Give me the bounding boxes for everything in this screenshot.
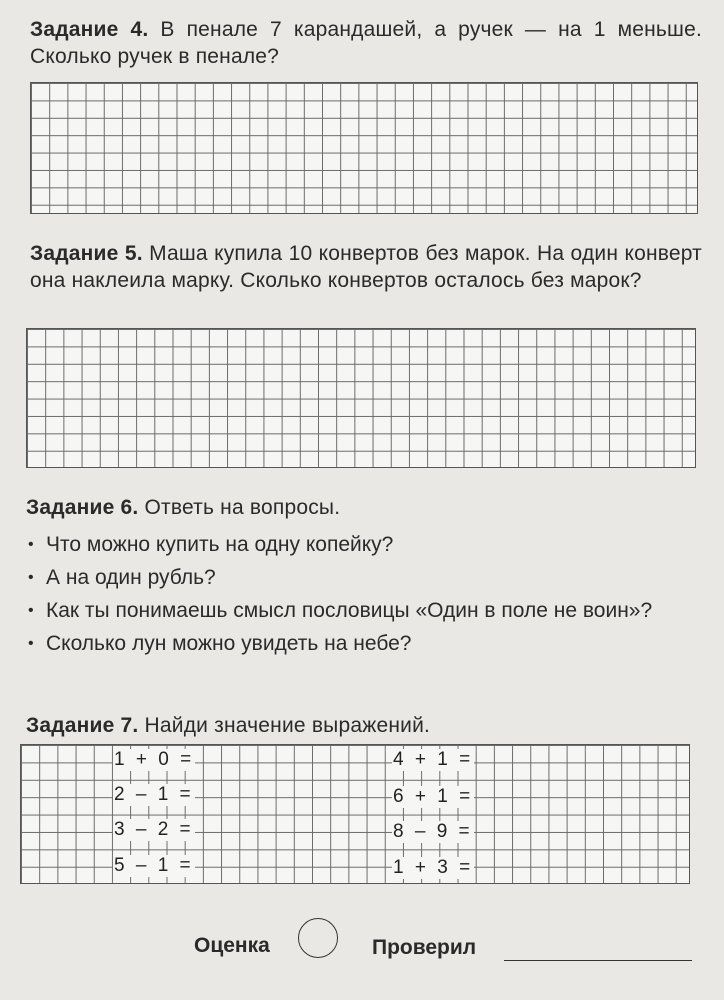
task-5-body: Маша купила 10 конвертов без марок. На один конверт она наклеила марку. Сколько конвертов осталось без марок? [30,242,703,292]
expression-right-1: 4 + 1 = [393,749,474,770]
task-4-title: Задание 4. [30,18,149,41]
expression-left-1: 1 + 0 = [114,749,195,770]
question-item: • Как ты понимаешь смысл пословицы «Один в поле не воин»? [26,594,706,627]
expression-left-3: 3 – 2 = [114,819,194,840]
expression-right-3: 8 – 9 = [393,821,473,842]
task-6-questions [26,528,706,660]
task-6-text [26,494,698,521]
grade-circle[interactable] [298,918,338,958]
task-5-title: Задание 5. [30,242,143,265]
question-item: • Что можно купить на одну копейку? [26,528,706,561]
expression-right-4: 1 + 3 = [393,857,474,878]
expression-left-2: 2 – 1 = [114,784,194,805]
task-5-answer-grid[interactable] [26,328,696,468]
task-4-answer-grid[interactable] [30,82,698,214]
task-7-title: Задание 7. [26,714,139,737]
checked-by-signature-line[interactable] [504,960,692,961]
task-6-title: Задание 6. [26,496,139,519]
task-4-body: В пенале 7 карандашей, а ручек — на 1 меньше. Сколько ручек в пенале? [30,18,702,68]
question-item: • Сколько лун можно увидеть на небе? [26,627,706,660]
question-item: • А на один рубль? [26,561,706,594]
task-6-body: Ответь на вопросы. [144,496,341,519]
expression-right-2: 6 + 1 = [393,786,474,807]
task-7-text [26,712,698,739]
task-7-body: Найди значение выражений. [144,714,431,737]
checked-by-label: Проверил [372,936,477,959]
expression-left-4: 5 – 1 = [114,855,194,876]
task-5-text [30,240,702,294]
task-4-text [30,16,702,70]
grade-label: Оценка [194,934,270,957]
